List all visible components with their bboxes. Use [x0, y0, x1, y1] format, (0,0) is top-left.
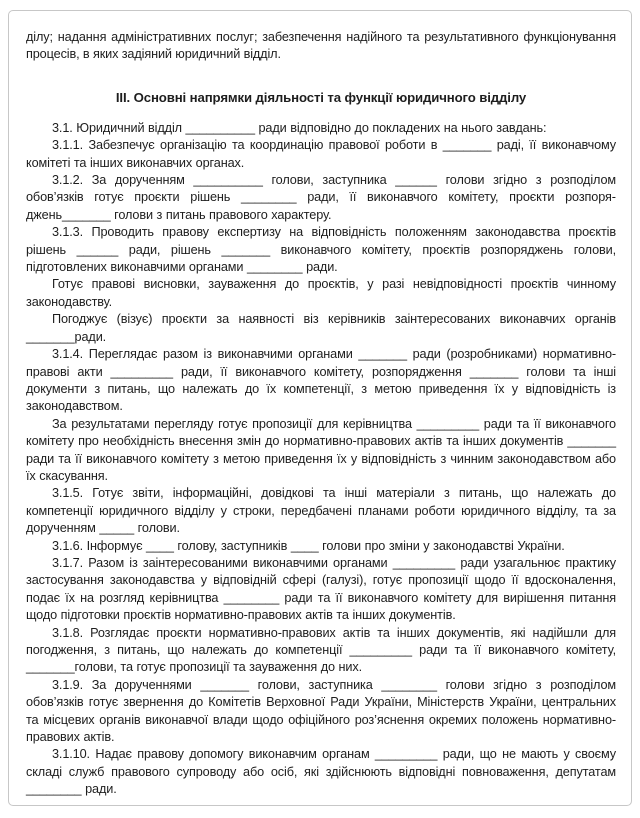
- paragraph: 3.1.8. Розглядає проєкти нормативно-правових актів та інших документів, які надійшли для погодження, з питань, що належать до компетенції _________ ради та її виконавчого комітету, _______голови, та готує пропозиції та зауваження до них.: [26, 625, 616, 675]
- paragraph: 3.1.3. Проводить правову експертизу на відповідність положенням законодавства проєктів рішень ______ ради, рішень _______ виконавчого комітету, проєктів розпоряджень голови, підготовлених виконавчими органами ________ ради.: [26, 225, 616, 275]
- paragraph: 3.1.10. Надає правову допомогу виконавчим органам _________ ради, що не мають у своєму складі служб правового супроводу або осіб, які здійснюють відповідні повноваження, депутатам ________ ради.: [26, 747, 616, 797]
- document-page: [8, 10, 632, 806]
- paragraph: 3.1.9. За дорученнями _______ голови, заступника ________ голови згідно з розподілом обов’язків готує звернення до Комітетів Верховної Ради України, Міністерств України, центральних та місцевих органів виконавчої влади щодо офіційного роз’яснення окремих положень нормативно-правових актів.: [26, 677, 616, 745]
- paragraph: 3.1.4. Переглядає разом із виконавчими органами _______ ради (розробниками) нормативно-правові акти _________ ради, її виконавчого комітету, розпорядження _______ голови та інші документи з питань, що належать до їх компетенції, з метою приведення їх у відповідність із законодавством.: [26, 347, 616, 414]
- paragraph: За результатами перегляду готує пропозиції для керівництва _________ ради та її виконавчого комітету про необхідність внесення змін до нормативно-правових актів та інших документів _______ ради та її виконавчого комітету з метою приведення їх у відповідність з чинним законодавством або їх скасування.: [26, 416, 616, 483]
- paragraph: 3.1.2. За дорученням __________ голови, заступника ______ голови згідно з розподілом обов’язків готує проєкти рішень ________ ради, її виконавчого комітету, проєкти розпоряджень_______ голови з питань правового характеру.: [26, 173, 616, 222]
- paragraph: 3.1.1. Забезпечує організацію та координацію правової роботи в _______ раді, її виконавчому комітеті та інших виконавчих органах.: [26, 138, 616, 170]
- section-heading: III. Основні напрямки діяльності та функції юридичного відділу: [115, 89, 527, 105]
- paragraph: 3.1.5. Готує звіти, інформаційні, довідкові та інші матеріали з питань, що належать до компетенції юридичного відділу у строки, передбачені планами роботи юридичного відділу, та за дорученням _____ голови.: [26, 486, 616, 536]
- paragraph: Погоджує (візує) проєкти за наявності віз керівників заінтересованих виконавчих органів _______ради.: [26, 312, 616, 344]
- paragraph-list: [26, 120, 616, 799]
- paragraph: 3.1.7. Разом із заінтересованими виконавчими органами _________ ради узагальнює практику застосування законодавства у відповідній сфері (галузі), готує пропозиції щодо її вдосконалення, подає їх на розгляд керівництва ________ ради та її виконавчого комітету для вирішення питання щодо підготовки проєктів нормативно-правових актів та інших документів.: [26, 555, 616, 623]
- paragraph: 3.1.6. Інформує ____ голову, заступників ____ голови про зміни у законодавстві України.: [52, 538, 565, 553]
- intro-paragraph: ділу; надання адміністративних послуг; забезпечення надійного та результативного функціонування процесів, в яких задіяний юридичний відділ.: [26, 30, 616, 62]
- paragraph: Готує правові висновки, зауваження до проєктів, у разі невідповідності проєктів чинному законодавству.: [26, 277, 616, 309]
- paragraph: 3.1. Юридичний відділ __________ ради відповідно до покладених на нього завдань:: [52, 120, 547, 135]
